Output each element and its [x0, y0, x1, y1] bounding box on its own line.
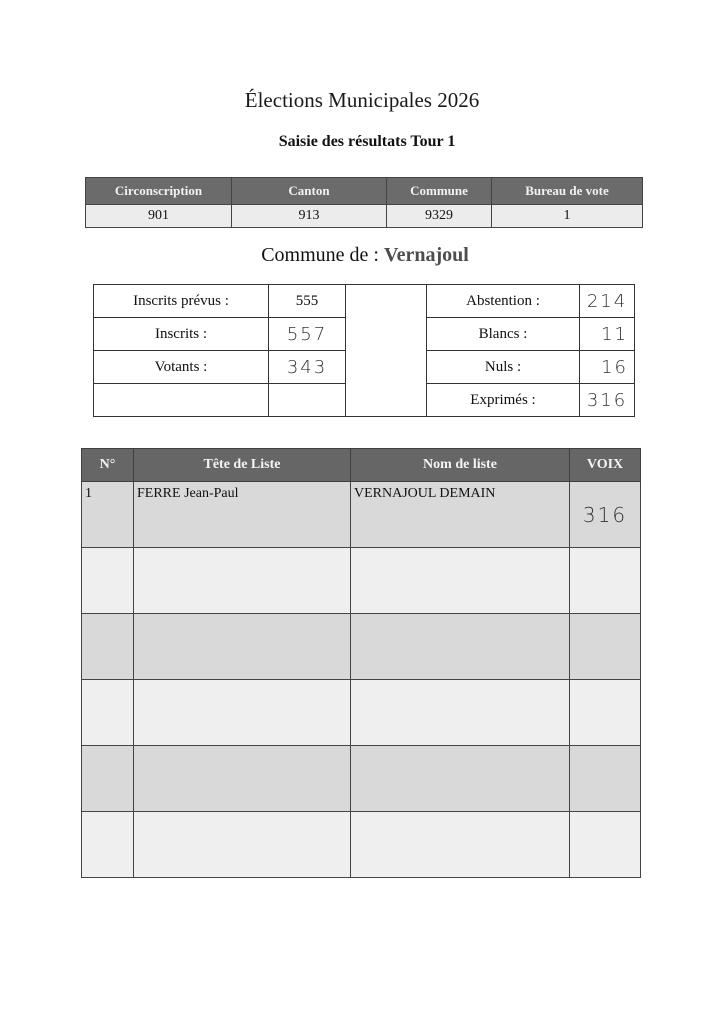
empty-cell — [570, 746, 641, 812]
votants-value — [269, 351, 346, 384]
header-canton: Canton — [232, 178, 387, 205]
value-circonscription: 901 — [86, 205, 232, 228]
value-canton: 913 — [232, 205, 387, 228]
commune-label: Commune de : — [261, 244, 379, 266]
empty-cell — [134, 746, 351, 812]
blancs-label: Blancs : — [427, 318, 580, 351]
row-tete-de-liste: FERRE Jean-Paul — [134, 482, 351, 548]
nuls-value — [580, 351, 635, 384]
header-commune: Commune — [387, 178, 492, 205]
empty-cell — [82, 812, 134, 878]
empty-cell — [570, 680, 641, 746]
header-voix: VOIX — [570, 449, 641, 482]
abstention-handwritten: 214 — [586, 290, 628, 312]
header-nom-de-liste: Nom de liste — [351, 449, 570, 482]
row-nom-de-liste: VERNAJOUL DEMAIN — [351, 482, 570, 548]
empty-cell — [570, 548, 641, 614]
empty-cell — [82, 746, 134, 812]
table-row — [82, 614, 641, 680]
header-bureau-de-vote: Bureau de vote — [492, 178, 643, 205]
row-number: 1 — [82, 482, 134, 548]
value-bureau-de-vote: 1 — [492, 205, 643, 228]
exprimes-value — [580, 384, 635, 417]
voix-handwritten: 316 — [582, 502, 628, 527]
blancs-value — [580, 318, 635, 351]
value-commune: 9329 — [387, 205, 492, 228]
blancs-handwritten: 11 — [601, 323, 628, 345]
empty-cell — [351, 614, 570, 680]
empty-cell — [351, 548, 570, 614]
empty-cell — [82, 614, 134, 680]
row-voix — [570, 482, 641, 548]
stats-spacer — [346, 285, 427, 417]
identifiers-value-row — [86, 205, 643, 228]
inscrits-prevus-label: Inscrits prévus : — [94, 285, 269, 318]
empty-cell — [134, 614, 351, 680]
votants-label: Votants : — [94, 351, 269, 384]
exprimes-label: Exprimés : — [427, 384, 580, 417]
abstention-label: Abstention : — [427, 285, 580, 318]
table-row — [82, 812, 641, 878]
votants-handwritten: 343 — [286, 356, 328, 378]
empty-cell — [82, 680, 134, 746]
document-subtitle: Saisie des résultats Tour 1 — [278, 133, 456, 150]
abstention-value — [580, 285, 635, 318]
empty-cell — [269, 384, 346, 417]
empty-cell — [82, 548, 134, 614]
results-table — [81, 448, 641, 878]
empty-cell — [94, 384, 269, 417]
header-tete-de-liste: Tête de Liste — [134, 449, 351, 482]
table-row — [82, 482, 641, 548]
empty-cell — [351, 680, 570, 746]
stats-table — [93, 284, 635, 417]
commune-name: Vernajoul — [383, 244, 469, 266]
inscrits-label: Inscrits : — [94, 318, 269, 351]
document-title: Élections Municipales 2026 — [244, 88, 480, 112]
empty-cell — [134, 548, 351, 614]
empty-cell — [134, 812, 351, 878]
stats-row — [94, 285, 635, 318]
header-number: N° — [82, 449, 134, 482]
inscrits-prevus-value: 555 — [269, 285, 346, 318]
table-row — [82, 746, 641, 812]
empty-cell — [570, 812, 641, 878]
results-header-row — [82, 449, 641, 482]
inscrits-value — [269, 318, 346, 351]
exprimes-handwritten: 316 — [586, 389, 628, 411]
table-row — [82, 680, 641, 746]
inscrits-handwritten: 557 — [286, 323, 328, 345]
empty-cell — [351, 746, 570, 812]
empty-cell — [570, 614, 641, 680]
commune-heading — [0, 244, 724, 267]
identifiers-header-row — [86, 178, 643, 205]
table-row — [82, 548, 641, 614]
header-circonscription: Circonscription — [86, 178, 232, 205]
identifiers-table — [85, 177, 643, 228]
empty-cell — [134, 680, 351, 746]
empty-cell — [351, 812, 570, 878]
nuls-label: Nuls : — [427, 351, 580, 384]
nuls-handwritten: 16 — [601, 356, 628, 378]
